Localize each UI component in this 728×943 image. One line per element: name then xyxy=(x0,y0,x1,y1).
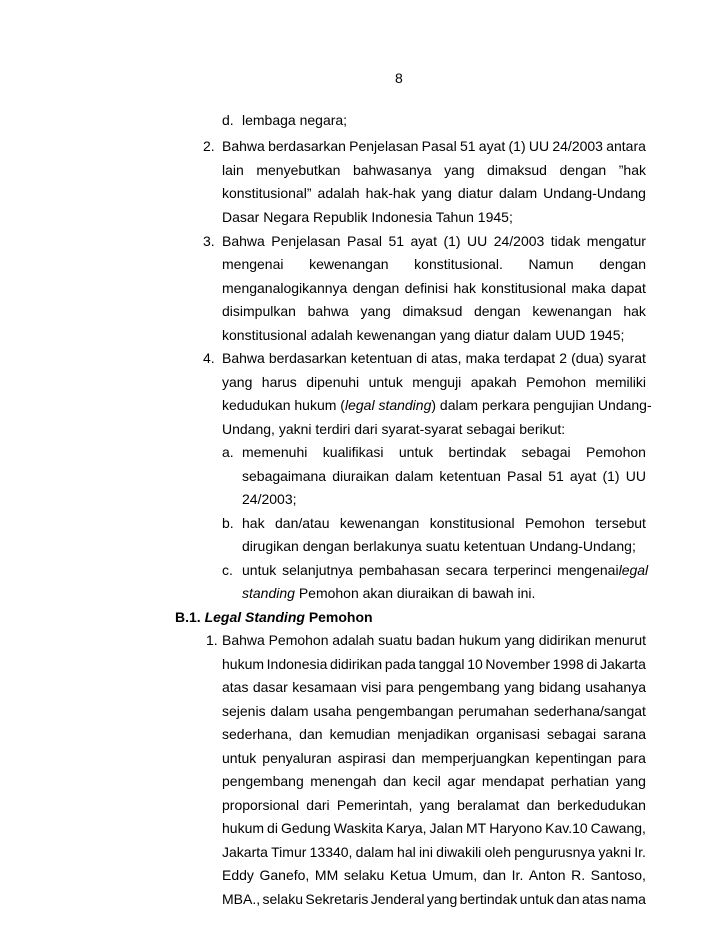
list-item-d-text: lembaga negara; xyxy=(242,112,348,128)
b1-item-1-line-7: pengembang menengah dan kecil agar mendapat perhatian yang xyxy=(222,773,646,789)
sub-c-line-1 xyxy=(242,561,649,579)
list-marker-d: d. xyxy=(222,112,234,128)
sub-b-line-2: dirugikan dengan berlakunya suatu ketentuan Undang-Undang; xyxy=(242,538,636,554)
item-2-line-3: konstitusional” adalah hak-hak yang diatur dalam Undang-Undang xyxy=(222,185,646,201)
sub-c-line-2-italic: standing xyxy=(242,585,295,601)
sub-c-line-2-post: Pemohon akan diuraikan di bawah ini. xyxy=(294,585,536,601)
item-4-line-3 xyxy=(222,396,652,414)
b1-item-1-line-4: sejenis dalam usaha pengembangan perumahan sederhana/sangat xyxy=(222,703,646,719)
sub-marker-a: a. xyxy=(222,444,234,460)
list-marker-3: 3. xyxy=(203,233,215,249)
item-4-line-3-italic: legal standing xyxy=(344,397,432,413)
sub-a-line-2: sebagaimana diuraikan dalam ketentuan Pasal 51 ayat (1) UU xyxy=(242,468,646,484)
sub-c-line-1-italic: legal xyxy=(618,562,649,578)
list-marker-2: 2. xyxy=(203,138,215,154)
section-heading-b1 xyxy=(175,608,373,626)
b1-item-1-line-3: atas dasar kesamaan visi para pengembang yang bidang usahanya xyxy=(222,679,646,695)
item-4-line-3-post: ) dalam perkara pengujian Undang- xyxy=(431,397,652,413)
item-3-line-4: disimpulkan bahwa yang dimaksud dengan kewenangan hak xyxy=(222,303,646,319)
sub-c-line-2 xyxy=(242,584,535,602)
b1-item-1-line-10: Jakarta Timur 13340, dalam hal ini diwakili oleh pengurusnya yakni Ir. xyxy=(222,844,646,860)
b1-item-1-line-2: hukum Indonesia didirikan pada tanggal 10 November 1998 di Jakarta xyxy=(222,656,646,672)
item-2-line-2: lain menyebutkan bahwasanya yang dimaksud dengan ”hak xyxy=(222,162,646,178)
item-3-line-2: mengenai kewenangan konstitusional. Namun dengan xyxy=(222,256,646,272)
b1-item-1-line-8: proporsional dari Pemerintah, yang beralamat dan berkedudukan xyxy=(222,797,646,813)
page-number: 8 xyxy=(395,70,403,86)
b1-item-1-line-9: hukum di Gedung Waskita Karya, Jalan MT Haryono Kav.10 Cawang, xyxy=(222,820,646,836)
b1-item-1-line-1: Bahwa Pemohon adalah suatu badan hukum yang didirikan menurut xyxy=(222,632,646,648)
list-marker-4: 4. xyxy=(203,350,215,366)
item-3-line-1: Bahwa Penjelasan Pasal 51 ayat (1) UU 24/2003 tidak mengatur xyxy=(222,233,646,249)
sub-b-line-1: hak dan/atau kewenangan konstitusional Pemohon tersebut xyxy=(242,515,646,531)
b1-item-1-line-6: untuk penyaluran aspirasi dan memperjuangkan kepentingan para xyxy=(222,750,646,766)
sub-marker-b: b. xyxy=(222,515,234,531)
item-3-line-3: menganalogikannya dengan definisi hak konstitusional maka dapat xyxy=(222,280,646,296)
sub-c-line-1-pre: untuk selanjutnya pembahasan secara terperinci mengenai xyxy=(242,562,619,578)
b1-item-1-line-11: Eddy Ganefo, MM selaku Ketua Umum, dan Ir. Anton R. Santoso, xyxy=(222,867,646,883)
item-3-line-5: konstitusional adalah kewenangan yang diatur dalam UUD 1945; xyxy=(222,327,625,343)
item-2-line-1: Bahwa berdasarkan Penjelasan Pasal 51 ayat (1) UU 24/2003 antara xyxy=(222,138,646,154)
item-4-line-4: Undang, yakni terdiri dari syarat-syarat sebagai berikut: xyxy=(222,421,566,437)
b1-list-marker-1: 1. xyxy=(206,632,218,648)
section-number: B.1. xyxy=(175,609,201,625)
section-title-rest: Pemohon xyxy=(308,609,373,625)
item-4-line-1: Bahwa berdasarkan ketentuan di atas, maka terdapat 2 (dua) syarat xyxy=(222,350,646,366)
b1-item-1-line-5: sederhana, dan kemudian menjadikan organisasi sebagai sarana xyxy=(222,726,646,742)
item-2-line-4: Dasar Negara Republik Indonesia Tahun 1945; xyxy=(222,209,513,225)
item-4-line-3-pre: kedudukan hukum ( xyxy=(222,397,345,413)
sub-marker-c: c. xyxy=(222,562,233,578)
sub-a-line-3: 24/2003; xyxy=(242,491,297,507)
b1-item-1-line-12: MBA., selaku Sekretaris Jenderal yang bertindak untuk dan atas nama xyxy=(222,891,646,907)
section-title-italic: Legal Standing xyxy=(204,609,305,625)
sub-a-line-1: memenuhi kualifikasi untuk bertindak sebagai Pemohon xyxy=(242,444,646,460)
item-4-line-2: yang harus dipenuhi untuk menguji apakah Pemohon memiliki xyxy=(222,374,646,390)
